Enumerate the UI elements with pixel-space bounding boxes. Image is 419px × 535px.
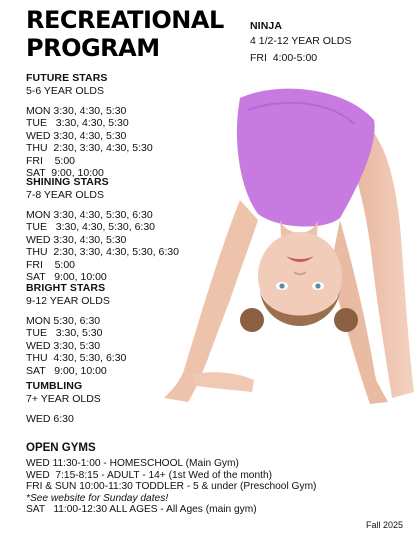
ninja-section (250, 20, 351, 64)
title-line-1: RECREATIONAL (26, 6, 224, 34)
group-name: FUTURE STARS (26, 72, 108, 84)
schedule-row: TUE 3:30, 4:30, 5:30 (26, 117, 129, 129)
schedule-row: WED 3:30, 5:30 (26, 339, 101, 352)
schedule-row: TUE 3:30, 5:30 (26, 327, 103, 339)
schedule-row: MON 3:30, 4:30, 5:30 (26, 104, 127, 117)
open-gyms-heading: OPEN GYMS (26, 442, 96, 454)
group-name: TUMBLING (26, 380, 83, 392)
open-gym-line: SAT 11:00-12:30 ALL AGES - All Ages (main gym) (26, 504, 257, 516)
schedule-row: SAT 9:00, 10:00 (26, 167, 104, 179)
schedule-row: WED 6:30 (26, 412, 74, 425)
group-name: SHINING STARS (26, 176, 109, 188)
schedule-row: FRI 5:00 (26, 154, 76, 167)
group-age: 9-12 YEAR OLDS (26, 295, 110, 307)
open-gym-line: FRI & SUN 10:00-11:30 TODDLER - 5 & under (Preschool Gym) (26, 481, 317, 493)
schedule-row: WED 3:30, 4:30, 5:30 (26, 233, 127, 246)
schedule-row: MON 3:30, 4:30, 5:30, 6:30 (26, 208, 153, 221)
title-line-2: PROGRAM (26, 34, 160, 62)
group-age: 5-6 YEAR OLDS (26, 85, 105, 97)
schedule-row: TUE 3:30, 4:30, 5:30, 6:30 (26, 221, 155, 233)
page-title (26, 6, 224, 62)
schedule-row: MON 5:30, 6:30 (26, 314, 101, 327)
group-future-stars (26, 72, 226, 180)
ninja-heading: NINJA (250, 20, 283, 32)
group-tumbling (26, 380, 226, 425)
open-gyms-section (26, 441, 406, 516)
schedule-row: SAT 9:00, 10:00 (26, 364, 107, 377)
schedule-row: FRI 5:00 (26, 258, 76, 271)
season-label: Fall 2025 (365, 520, 403, 530)
group-shining-stars (26, 176, 246, 284)
schedule-row: WED 3:30, 4:30, 5:30 (26, 129, 127, 142)
group-age: 7-8 YEAR OLDS (26, 189, 105, 201)
open-gym-line: WED 11:30-1:00 - HOMESCHOOL (Main Gym) (26, 458, 239, 469)
schedule-row: THU 2:30, 3:30, 4:30, 5:30 (26, 142, 153, 154)
group-name: BRIGHT STARS (26, 282, 106, 294)
group-age: 7+ YEAR OLDS (26, 393, 101, 405)
group-bright-stars (26, 282, 226, 377)
schedule-row: THU 2:30, 3:30, 4:30, 5:30, 6:30 (26, 246, 179, 258)
ninja-age: 4 1/2-12 YEAR OLDS (250, 35, 352, 47)
schedule-row: SAT 9:00, 10:00 (26, 271, 107, 283)
ninja-time: FRI 4:00-5:00 (250, 51, 318, 64)
open-gym-note: *See website for Sunday dates! (26, 492, 169, 504)
schedule-row: THU 4:30, 5:30, 6:30 (26, 352, 127, 364)
open-gym-line: WED 7:15-8:15 - ADULT - 14+ (1st Wed of the month) (26, 469, 273, 481)
